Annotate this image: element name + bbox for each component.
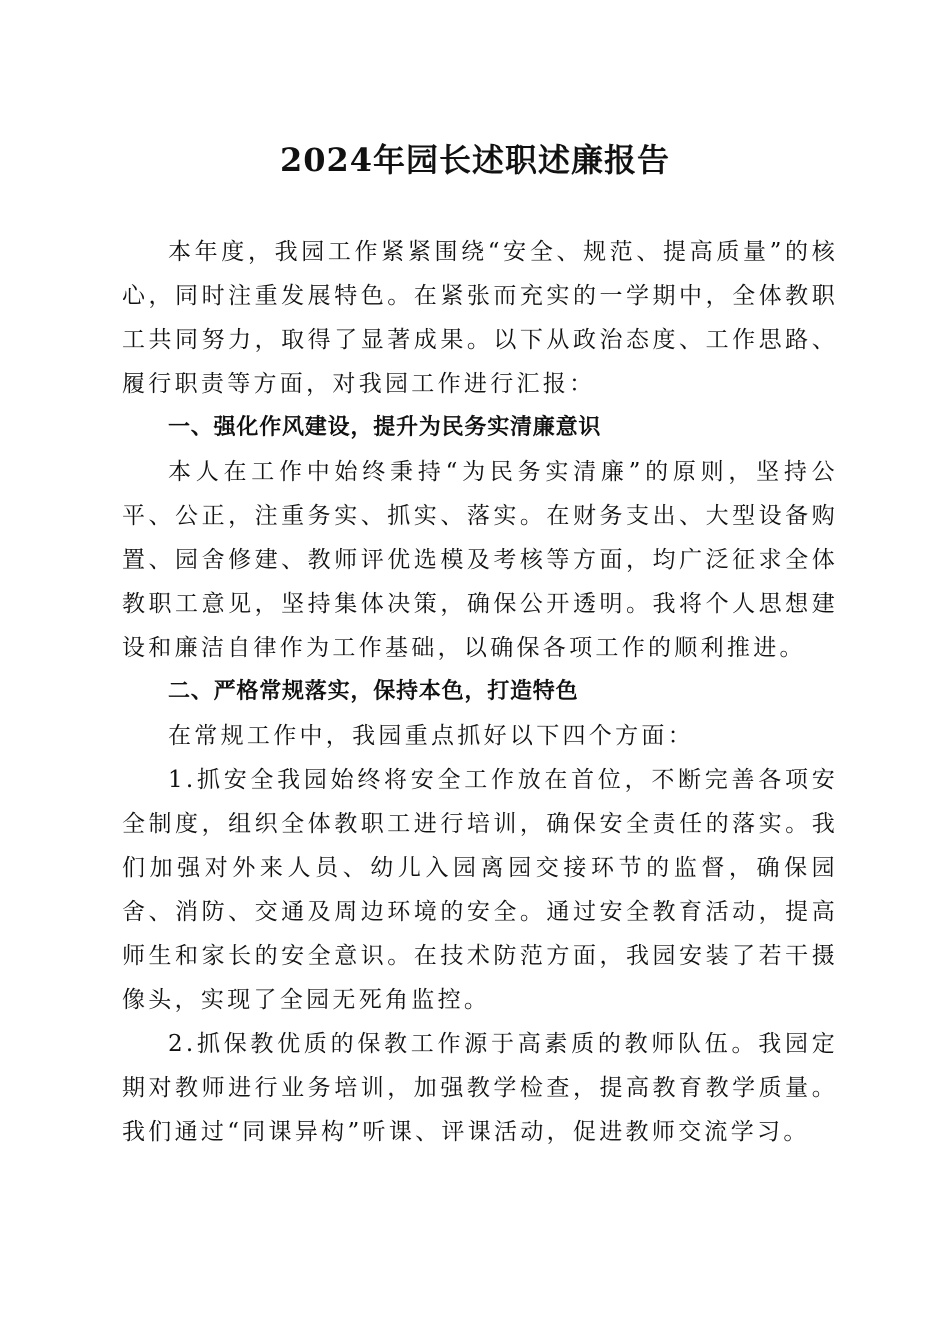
teaching-paragraph: 2.抓保教优质的保教工作源于高素质的教师队伍。我园定期对教师进行业务培训，加强教学检查，提高教育教学质量。我们通过“同课异构”听课、评课活动，促进教师交流学习。 (122, 1031, 838, 1145)
section-heading-2: 二、严格常规落实，保持本色，打造特色 (168, 679, 579, 704)
document-title: 2024年园长述职述廉报告 (279, 141, 671, 179)
section-2-intro-paragraph: 在常规工作中，我园重点抓好以下四个方面： (168, 723, 694, 749)
document-body (122, 230, 838, 1154)
intro-paragraph: 本年度，我园工作紧紧围绕“安全、规范、提高质量”的核心，同时注重发展特色。在紧张而充实的一学期中，全体教职工共同努力，取得了显著成果。以下从政治态度、工作思路、履行职责等方面，对我园工作进行汇报： (122, 239, 838, 397)
section-heading-1: 一、强化作风建设，提升为民务实清廉意识 (168, 415, 602, 440)
safety-paragraph: 1.抓安全我园始终将安全工作放在首位，不断完善各项安全制度，组织全体教职工进行培训，确保安全责任的落实。我们加强对外来人员、幼儿入园离园交接环节的监督，确保园舍、消防、交通及周边环境的安全。通过安全教育活动，提高师生和家长的安全意识。在技术防范方面，我园安装了若干摄像头，实现了全园无死角监控。 (122, 767, 838, 1013)
section-1-paragraph: 本人在工作中始终秉持“为民务实清廉”的原则，坚持公平、公正，注重务实、抓实、落实。在财务支出、大型设备购置、园舍修建、教师评优选模及考核等方面，均广泛征求全体教职工意见，坚持集体决策，确保公开透明。我将个人思想建设和廉洁自律作为工作基础，以确保各项工作的顺利推进。 (122, 459, 838, 661)
